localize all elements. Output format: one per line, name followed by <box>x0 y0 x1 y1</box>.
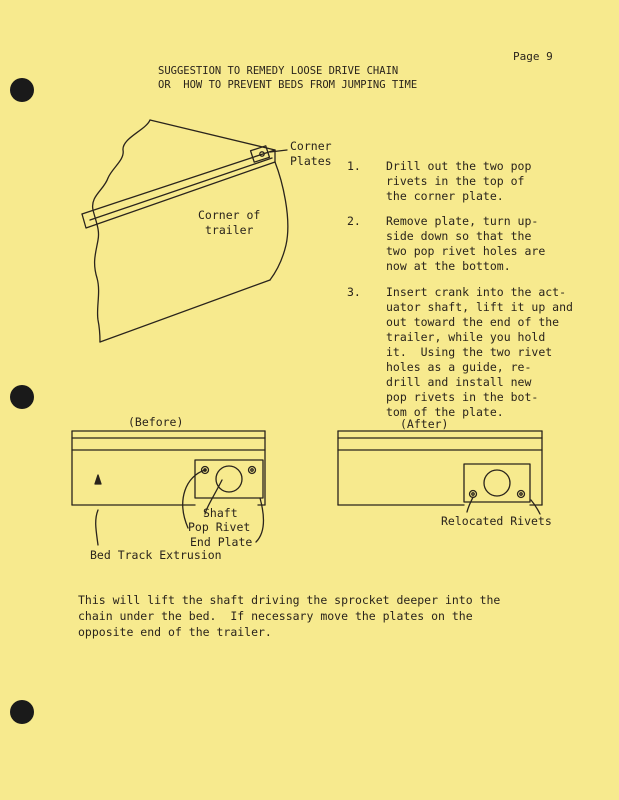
shaft-label: Shaft <box>203 506 238 520</box>
after-bed-track-drawing <box>338 431 542 514</box>
step-2-number: 2. <box>347 214 361 228</box>
step-2-text: Remove plate, turn up- side down so that the two pop rivet holes are now at the bottom. <box>386 214 546 273</box>
step-3-number: 3. <box>347 285 361 299</box>
title-line-2: OR HOW TO PREVENT BEDS FROM JUMPING TIME <box>158 79 418 91</box>
step-1-text: Drill out the two pop rivets in the top of the corner plate. <box>386 159 532 203</box>
step-1-number: 1. <box>347 159 361 173</box>
footer-paragraph: This will lift the shaft driving the sprocket deeper into the chain under the bed. If necessary move the plates on the opposite end of the trailer. <box>78 593 501 639</box>
title-line-1: SUGGESTION TO REMEDY LOOSE DRIVE CHAIN <box>158 65 399 77</box>
step-3-text: Insert crank into the act- uator shaft, lift it up and out toward the end of the trailer, while you hold it. Using the two rivet holes as a guide, re- drill and install new pop rivets in the bot- tom of the plate. <box>386 285 573 419</box>
end-plate-label: End Plate <box>190 535 253 549</box>
relocated-rivets-label: Relocated Rivets <box>441 514 552 528</box>
corner-plates-label-line1: Corner <box>290 139 332 153</box>
before-title: (Before) <box>128 415 184 429</box>
corner-of-trailer-label-line2: trailer <box>205 223 254 237</box>
corner-of-trailer-label-line1: Corner of <box>198 208 261 222</box>
page-number: Page 9 <box>513 50 553 63</box>
after-title: (After) <box>400 417 449 431</box>
trailer-corner-drawing <box>82 120 288 342</box>
pop-rivet-label: Pop Rivet <box>188 520 251 534</box>
corner-plates-label-line2: Plates <box>290 154 332 168</box>
bed-track-extrusion-label: Bed Track Extrusion <box>90 548 222 562</box>
